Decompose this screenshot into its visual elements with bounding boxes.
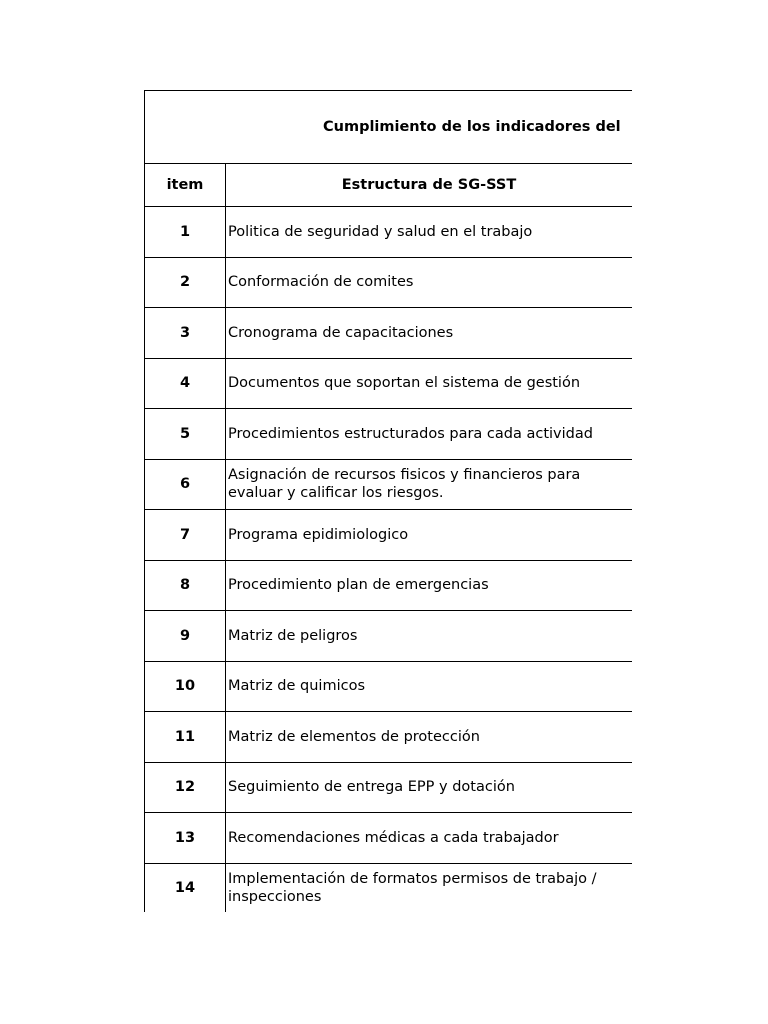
row-item-number: 4 xyxy=(145,358,226,409)
row-item-number: 3 xyxy=(145,308,226,359)
table-row xyxy=(145,762,633,813)
row-estructura-text: Cronograma de capacitaciones xyxy=(226,308,633,359)
table-row xyxy=(145,611,633,662)
row-estructura-text: Asignación de recursos fisicos y financieros para evaluar y calificar los riesgos. xyxy=(226,459,633,510)
row-item-number: 1 xyxy=(145,207,226,258)
row-estructura-text: Conformación de comites xyxy=(226,257,633,308)
table-title: Cumplimiento de los indicadores del xyxy=(145,91,633,164)
row-item-number: 6 xyxy=(145,459,226,510)
row-estructura-text: Matriz de elementos de protección xyxy=(226,712,633,763)
table-row xyxy=(145,459,633,510)
table-row xyxy=(145,712,633,763)
row-estructura-text: Documentos que soportan el sistema de gestión xyxy=(226,358,633,409)
row-estructura-text: Procedimientos estructurados para cada actividad xyxy=(226,409,633,460)
row-item-number: 10 xyxy=(145,661,226,712)
row-estructura-text: Politica de seguridad y salud en el trabajo xyxy=(226,207,633,258)
row-estructura-text: Implementación de formatos permisos de trabajo / inspecciones xyxy=(226,863,633,912)
table-row xyxy=(145,207,633,258)
row-estructura-text: Procedimiento plan de emergencias xyxy=(226,560,633,611)
title-row xyxy=(145,91,633,164)
header-item: item xyxy=(145,164,226,207)
row-item-number: 8 xyxy=(145,560,226,611)
sg-sst-indicators-table xyxy=(144,90,632,912)
row-estructura-text: Matriz de quimicos xyxy=(226,661,633,712)
row-item-number: 5 xyxy=(145,409,226,460)
row-item-number: 9 xyxy=(145,611,226,662)
row-item-number: 13 xyxy=(145,813,226,864)
table-row xyxy=(145,308,633,359)
row-item-number: 12 xyxy=(145,762,226,813)
header-estructura: Estructura de SG-SST xyxy=(226,164,633,207)
row-estructura-text: Seguimiento de entrega EPP y dotación xyxy=(226,762,633,813)
table-row xyxy=(145,813,633,864)
row-estructura-text: Programa epidimiologico xyxy=(226,510,633,561)
row-item-number: 11 xyxy=(145,712,226,763)
table-row xyxy=(145,409,633,460)
table-row xyxy=(145,560,633,611)
row-item-number: 7 xyxy=(145,510,226,561)
table-row xyxy=(145,510,633,561)
table-row xyxy=(145,257,633,308)
spreadsheet-page xyxy=(144,90,632,912)
table-row xyxy=(145,863,633,912)
row-estructura-text: Matriz de peligros xyxy=(226,611,633,662)
row-item-number: 2 xyxy=(145,257,226,308)
header-row xyxy=(145,164,633,207)
table-row xyxy=(145,661,633,712)
row-item-number: 14 xyxy=(145,863,226,912)
table-row xyxy=(145,358,633,409)
row-estructura-text: Recomendaciones médicas a cada trabajador xyxy=(226,813,633,864)
